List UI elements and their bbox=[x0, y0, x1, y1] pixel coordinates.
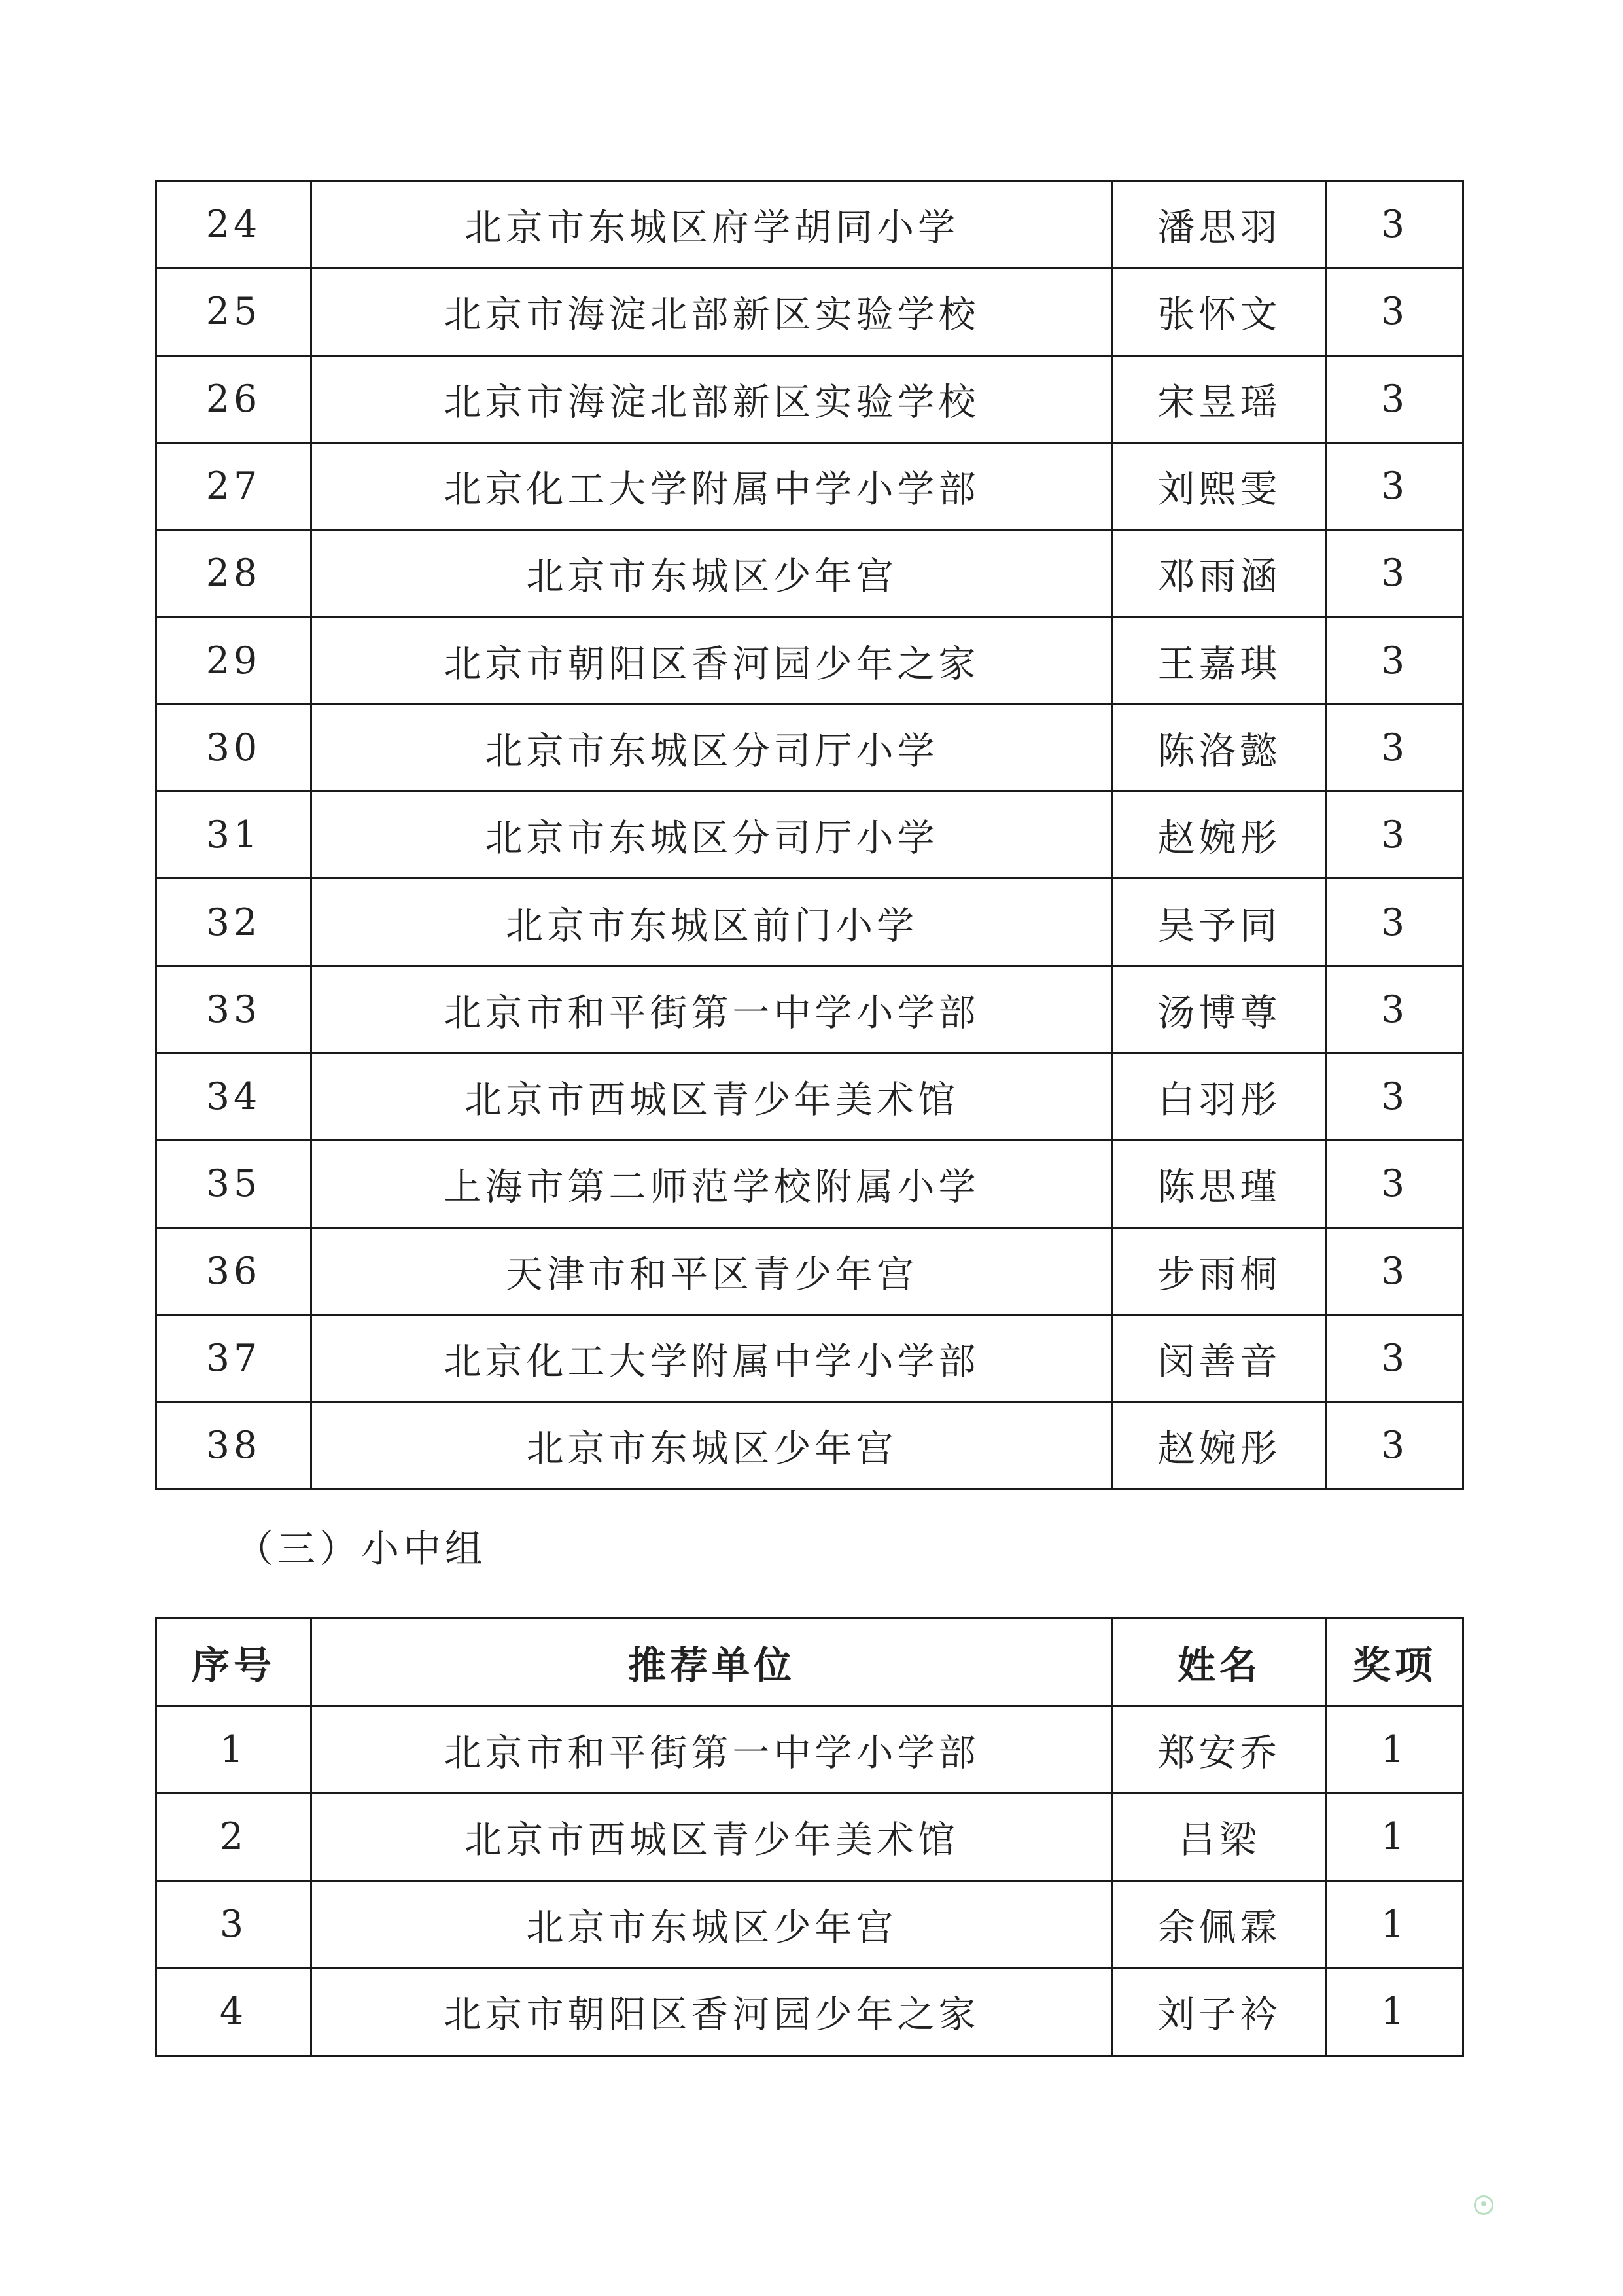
cell-award: 3 bbox=[1327, 1315, 1463, 1402]
cell-name: 宋昱瑶 bbox=[1113, 355, 1327, 442]
award-table-continued-body bbox=[156, 181, 1463, 1489]
cell-award: 3 bbox=[1327, 268, 1463, 355]
cell-name: 王嘉琪 bbox=[1113, 617, 1327, 704]
header-idx: 序号 bbox=[156, 1619, 311, 1706]
cell-unit: 北京市东城区少年宫 bbox=[311, 1881, 1113, 1968]
cell-award: 1 bbox=[1327, 1793, 1463, 1881]
cell-award: 3 bbox=[1327, 1227, 1463, 1315]
cell-unit: 北京市西城区青少年美术馆 bbox=[311, 1793, 1113, 1881]
table-row bbox=[156, 1315, 1463, 1402]
cell-name: 白羽彤 bbox=[1113, 1053, 1327, 1140]
table-row bbox=[156, 442, 1463, 529]
cell-name: 陈洛懿 bbox=[1113, 704, 1327, 791]
cell-idx: 34 bbox=[156, 1053, 311, 1140]
header-row bbox=[156, 1619, 1463, 1706]
cell-idx: 33 bbox=[156, 966, 311, 1053]
cell-unit: 北京市海淀北部新区实验学校 bbox=[311, 355, 1113, 442]
cell-name: 闵善音 bbox=[1113, 1315, 1327, 1402]
cell-unit: 北京市东城区少年宫 bbox=[311, 530, 1113, 617]
cell-name: 赵婉彤 bbox=[1113, 1402, 1327, 1489]
cell-idx: 24 bbox=[156, 181, 311, 268]
cell-award: 3 bbox=[1327, 1053, 1463, 1140]
cell-name: 陈思瑾 bbox=[1113, 1140, 1327, 1227]
cell-idx: 31 bbox=[156, 792, 311, 879]
cell-unit: 北京市东城区少年宫 bbox=[311, 1402, 1113, 1489]
cell-award: 3 bbox=[1327, 1140, 1463, 1227]
cell-idx: 26 bbox=[156, 355, 311, 442]
cell-name: 刘熙雯 bbox=[1113, 442, 1327, 529]
table-row bbox=[156, 617, 1463, 704]
header-name: 姓名 bbox=[1113, 1619, 1327, 1706]
cell-unit: 北京市东城区府学胡同小学 bbox=[311, 181, 1113, 268]
cell-award: 3 bbox=[1327, 181, 1463, 268]
cell-name: 邓雨涵 bbox=[1113, 530, 1327, 617]
table-row bbox=[156, 1053, 1463, 1140]
cell-unit: 北京市海淀北部新区实验学校 bbox=[311, 268, 1113, 355]
header-award: 奖项 bbox=[1327, 1619, 1463, 1706]
cell-unit: 北京市东城区分司厅小学 bbox=[311, 704, 1113, 791]
cell-name: 赵婉彤 bbox=[1113, 792, 1327, 879]
cell-award: 1 bbox=[1327, 1706, 1463, 1793]
cell-award: 3 bbox=[1327, 617, 1463, 704]
cell-unit: 北京市朝阳区香河园少年之家 bbox=[311, 617, 1113, 704]
cell-award: 1 bbox=[1327, 1968, 1463, 2056]
cell-name: 刘子衿 bbox=[1113, 1968, 1327, 2056]
cell-unit: 北京市和平街第一中学小学部 bbox=[311, 1706, 1113, 1793]
cell-award: 3 bbox=[1327, 530, 1463, 617]
cell-name: 吕梁 bbox=[1113, 1793, 1327, 1881]
cell-idx: 36 bbox=[156, 1227, 311, 1315]
award-table-continued bbox=[155, 180, 1464, 1490]
table-header bbox=[156, 1619, 1463, 1706]
cell-idx: 3 bbox=[156, 1881, 311, 1968]
cell-idx: 32 bbox=[156, 879, 311, 966]
award-table-small-middle-group-body bbox=[156, 1706, 1463, 2055]
table-row bbox=[156, 1881, 1463, 1968]
cell-idx: 25 bbox=[156, 268, 311, 355]
cell-award: 3 bbox=[1327, 792, 1463, 879]
cell-idx: 2 bbox=[156, 1793, 311, 1881]
cell-idx: 38 bbox=[156, 1402, 311, 1489]
cell-name: 余佩霖 bbox=[1113, 1881, 1327, 1968]
cell-name: 步雨桐 bbox=[1113, 1227, 1327, 1315]
table-row bbox=[156, 1706, 1463, 1793]
cell-unit: 北京化工大学附属中学小学部 bbox=[311, 442, 1113, 529]
cell-unit: 北京市东城区分司厅小学 bbox=[311, 792, 1113, 879]
cell-award: 3 bbox=[1327, 1402, 1463, 1489]
table-row bbox=[156, 1968, 1463, 2056]
cell-unit: 北京市朝阳区香河园少年之家 bbox=[311, 1968, 1113, 2056]
table-row bbox=[156, 1402, 1463, 1489]
cell-name: 吴予同 bbox=[1113, 879, 1327, 966]
cell-idx: 1 bbox=[156, 1706, 311, 1793]
table-row bbox=[156, 268, 1463, 355]
cell-award: 3 bbox=[1327, 966, 1463, 1053]
cell-idx: 4 bbox=[156, 1968, 311, 2056]
cell-award: 3 bbox=[1327, 355, 1463, 442]
cell-name: 汤博尊 bbox=[1113, 966, 1327, 1053]
header-unit: 推荐单位 bbox=[311, 1619, 1113, 1706]
table-row bbox=[156, 181, 1463, 268]
table-row bbox=[156, 1793, 1463, 1881]
table-row bbox=[156, 530, 1463, 617]
cell-award: 3 bbox=[1327, 442, 1463, 529]
award-table-small-middle-group bbox=[155, 1617, 1464, 2057]
cell-name: 郑安乔 bbox=[1113, 1706, 1327, 1793]
cell-unit: 北京市和平街第一中学小学部 bbox=[311, 966, 1113, 1053]
table-row bbox=[156, 1227, 1463, 1315]
cell-award: 3 bbox=[1327, 879, 1463, 966]
cell-idx: 30 bbox=[156, 704, 311, 791]
cell-idx: 35 bbox=[156, 1140, 311, 1227]
table-row bbox=[156, 792, 1463, 879]
table-row bbox=[156, 966, 1463, 1053]
cell-award: 3 bbox=[1327, 704, 1463, 791]
table-row bbox=[156, 1140, 1463, 1227]
cell-unit: 北京市西城区青少年美术馆 bbox=[311, 1053, 1113, 1140]
cell-idx: 27 bbox=[156, 442, 311, 529]
table-row bbox=[156, 879, 1463, 966]
table-row bbox=[156, 355, 1463, 442]
cell-unit: 上海市第二师范学校附属小学 bbox=[311, 1140, 1113, 1227]
cell-name: 潘思羽 bbox=[1113, 181, 1327, 268]
cell-idx: 28 bbox=[156, 530, 311, 617]
section-heading: （三）小中组 bbox=[236, 1527, 487, 1571]
cell-unit: 北京市东城区前门小学 bbox=[311, 879, 1113, 966]
cell-idx: 37 bbox=[156, 1315, 311, 1402]
cell-idx: 29 bbox=[156, 617, 311, 704]
cell-award: 1 bbox=[1327, 1881, 1463, 1968]
cell-name: 张怀文 bbox=[1113, 268, 1327, 355]
cell-unit: 天津市和平区青少年宫 bbox=[311, 1227, 1113, 1315]
watermark-icon bbox=[1474, 2195, 1493, 2215]
table-row bbox=[156, 704, 1463, 791]
cell-unit: 北京化工大学附属中学小学部 bbox=[311, 1315, 1113, 1402]
